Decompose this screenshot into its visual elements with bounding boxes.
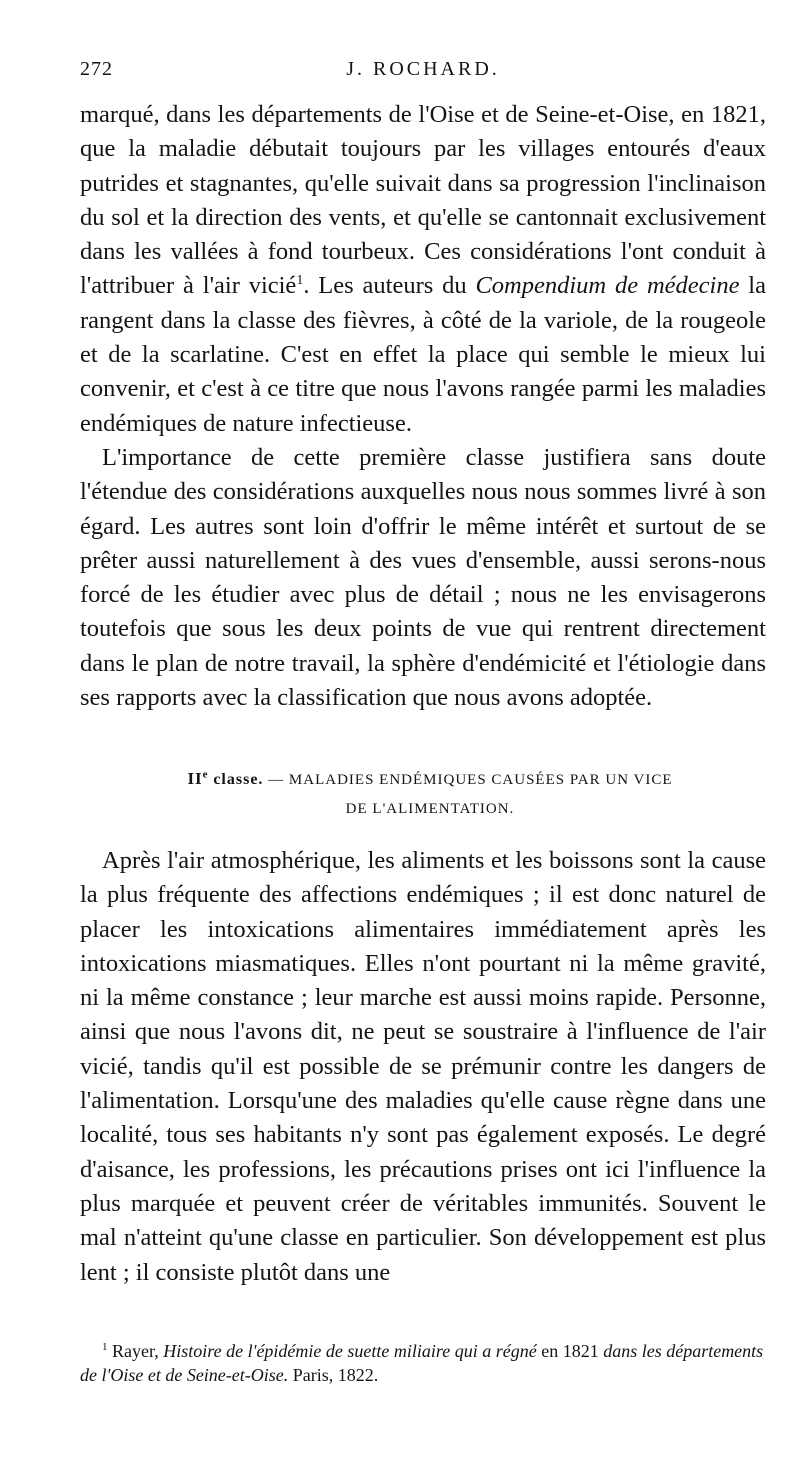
footnote-place-date: Paris, 1822. bbox=[288, 1365, 379, 1385]
page-number: 272 bbox=[80, 58, 113, 80]
footnote-reference: 1 bbox=[296, 273, 304, 289]
section-number: IIe bbox=[187, 768, 209, 788]
section-title-part2: DE L'ALIMENTATION. bbox=[345, 801, 515, 817]
footnote-marker: 1 bbox=[102, 1341, 108, 1353]
paragraph-text: marqué, dans les départements de l'Oise et de Seine-et-Oise, en 1821, que la maladie débutait toujours par les villages entourés d'eaux putrides et stagnantes, qu'elle suivait dans sa progression l'inclinaison du sol et la direction des vents, et qu'elle se cantonnait exclusivement dans les vallées à fond tourbeux. Ces considérations l'ont conduit à l'attribuer à l'air vicié bbox=[80, 101, 766, 300]
footnote-text bbox=[80, 1339, 770, 1387]
work-title-italic: Compendium de médecine bbox=[475, 272, 740, 300]
footnote bbox=[80, 1339, 770, 1387]
paragraph-text: la rangent dans la classe des fièvres, à côté de la variole, de la rougeole et de la scarlatine. C'est en effet la place qui semble le mieux lui convenir, et c'est à ce titre que nous l'avons rangée parmi les maladies endémiques de nature infectieuse. bbox=[80, 272, 766, 437]
section-label: classe. bbox=[213, 771, 264, 788]
footnote-title-italic-2: dans les départements de l'Oise et de Seine-et-Oise. bbox=[80, 1341, 764, 1385]
paragraph-continuation bbox=[80, 98, 766, 441]
text-block-lower bbox=[80, 844, 766, 1290]
heading-dash: — bbox=[263, 772, 289, 788]
paragraph-importance: L'importance de cette première classe justifiera sans doute l'étendue des considérations auxquelles nous nous sommes livré à son égard. Les autres sont loin d'offrir le même intérêt et surtout de se prêter aussi naturellement à des vues d'ensemble, aussi serons-nous forcé de les étudier avec plus de détail ; nous ne les envisagerons toutefois que sous les deux points de vue qui rentrent directement dans le plan de notre travail, la sphère d'endémicité et l'étiologie dans ses rapports avec la classification que nous avons adoptée. bbox=[80, 443, 766, 712]
section-heading bbox=[80, 764, 780, 824]
paragraph-text: . Les auteurs du bbox=[303, 272, 476, 300]
paragraph-alimentation: Après l'air atmosphérique, les aliments et les boissons sont la cause la plus fréquente des affections endémiques ; il est donc naturel de placer les intoxications alimentaires immédiatement après les intoxications miasmatiques. Elles n'ont pourtant ni la même gravité, ni la même constance ; leur marche est aussi moins rapide. Personne, ainsi que nous l'avons dit, ne peut se soustraire à l'influence de l'air vicié, tandis qu'il est possible de se prémunir contre les dangers de l'alimentation. Lorsqu'une des maladies qu'elle cause règne dans une localité, tous ses habitants n'y sont pas également exposés. Le degré d'aisance, les professions, les précautions prises ont ici l'influence la plus marquée et peuvent créer de véritables immunités. Souvent le mal n'atteint qu'une classe en particulier. Son développement est plus lent ; il consiste plutôt dans une bbox=[80, 847, 766, 1286]
section-title-part1: MALADIES ENDÉMIQUES CAUSÉES PAR UN VICE bbox=[288, 772, 673, 788]
text-block-upper bbox=[80, 98, 766, 715]
section-heading-line1 bbox=[80, 764, 780, 795]
footnote-author: Rayer, bbox=[112, 1341, 164, 1361]
footnote-year: en 1821 bbox=[536, 1341, 604, 1361]
running-head: J. ROCHARD. bbox=[346, 58, 500, 80]
footnote-title-italic: Histoire de l'épidémie de suette miliaire qui a régné bbox=[163, 1341, 537, 1361]
page-header bbox=[80, 58, 766, 92]
